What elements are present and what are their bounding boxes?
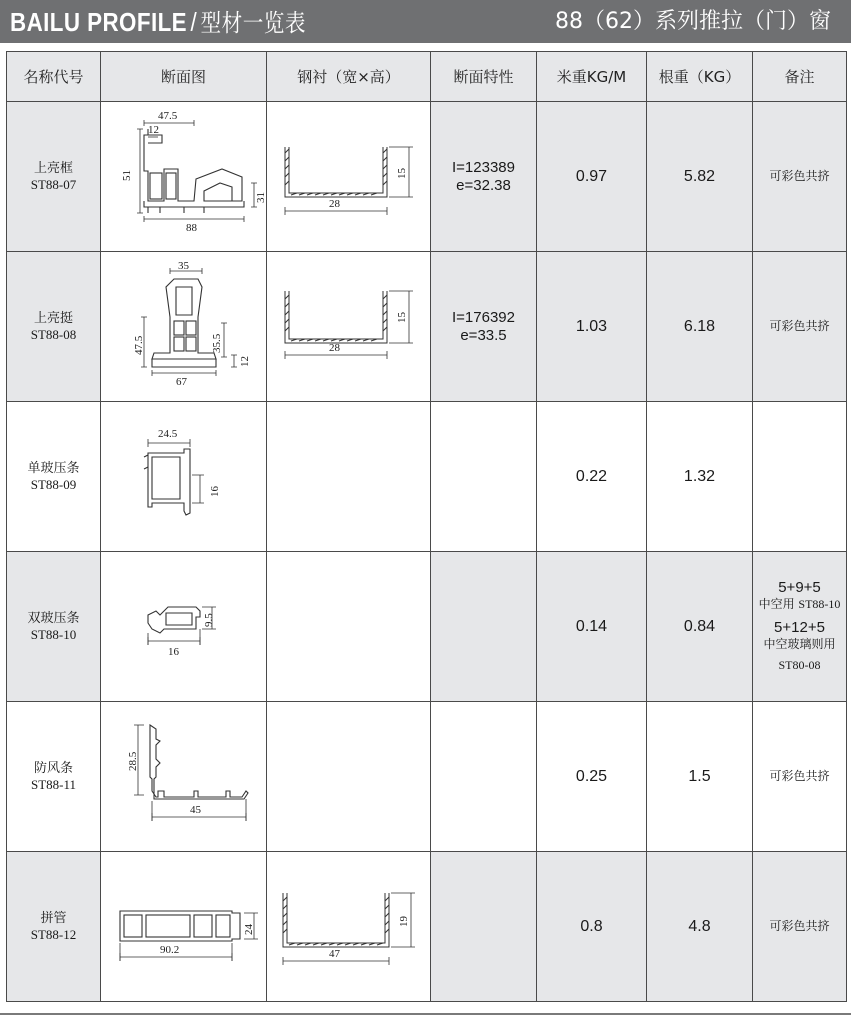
section-drawing-cell	[101, 702, 267, 852]
steel-lining-cell	[267, 402, 431, 552]
col-header-piece-weight: 根重（KG）	[647, 52, 753, 102]
table-row	[7, 552, 847, 702]
steel-lining-cell	[267, 702, 431, 852]
steel-lining-cell	[267, 852, 431, 1002]
note-line: 5+9+5	[778, 579, 821, 596]
steel-dim-height: 19	[397, 915, 410, 927]
section-dim-width: 88	[185, 221, 197, 234]
section-dim-height: 47.5	[132, 335, 145, 355]
section-dim-width-top: 47.5	[157, 109, 177, 122]
e-value: e=33.5	[460, 326, 507, 344]
section-drawing-cell	[101, 402, 267, 552]
profile-name: 拼管	[40, 910, 67, 926]
piece-weight-cell: 5.82	[647, 102, 753, 252]
e-value: e=32.38	[456, 176, 511, 194]
note-cell	[753, 402, 847, 552]
table-row	[7, 102, 847, 252]
name-cell	[7, 552, 101, 702]
section-dim-lip: 12	[238, 355, 251, 367]
note-cell: 可彩色共挤	[753, 702, 847, 852]
catalog-subtitle: 型材一览表	[200, 9, 306, 37]
steel-dim-height: 15	[395, 311, 408, 323]
profile-code: ST88-09	[30, 476, 77, 492]
series-title: 88（62）系列推拉（门）窗	[555, 9, 831, 34]
steel-lining-drawing	[269, 857, 429, 997]
table-row	[7, 702, 847, 852]
steel-lining-drawing	[269, 257, 429, 397]
note-cell: 可彩色共挤	[753, 252, 847, 402]
inertia-value: I=176392	[452, 308, 515, 326]
section-drawing	[104, 857, 264, 997]
section-dim-width: 16	[167, 645, 179, 658]
title-bar	[0, 0, 851, 43]
properties-cell	[431, 702, 537, 852]
note-cell: 可彩色共挤	[753, 102, 847, 252]
section-dim-height: 9.5	[202, 612, 215, 627]
profile-code: ST88-08	[30, 326, 77, 342]
steel-dim-width: 47	[328, 947, 340, 960]
name-cell	[7, 852, 101, 1002]
piece-weight-cell: 0.84	[647, 552, 753, 702]
section-dim-height: 24	[242, 923, 255, 935]
profile-name: 双玻压条	[27, 610, 80, 626]
profile-table	[6, 51, 847, 1002]
profile-code: ST88-10	[30, 626, 77, 642]
note-cell: 可彩色共挤	[753, 852, 847, 1002]
section-dim-lip: 12	[147, 123, 159, 136]
meter-weight-cell: 0.8	[537, 852, 647, 1002]
name-cell	[7, 102, 101, 252]
section-dim-inner: 35.5	[210, 333, 223, 353]
section-dim-width: 45	[189, 803, 201, 816]
table-header-row	[7, 52, 847, 102]
steel-lining-cell	[267, 252, 431, 402]
section-drawing	[104, 257, 264, 397]
steel-dim-height: 15	[395, 167, 408, 179]
section-drawing	[104, 707, 264, 847]
note-line: ST80-08	[778, 658, 821, 672]
meter-weight-cell: 0.25	[537, 702, 647, 852]
piece-weight-cell: 6.18	[647, 252, 753, 402]
section-drawing-cell	[101, 852, 267, 1002]
profile-table-wrap	[6, 51, 846, 1002]
section-drawing-cell	[101, 252, 267, 402]
steel-lining-drawing	[269, 107, 429, 247]
meter-weight-cell: 1.03	[537, 252, 647, 402]
note-text: 中空用	[758, 597, 795, 611]
table-row	[7, 402, 847, 552]
note-line	[753, 596, 846, 613]
brand-title	[10, 4, 306, 41]
section-dim-right: 31	[254, 191, 267, 203]
meter-weight-cell: 0.22	[537, 402, 647, 552]
meter-weight-cell: 0.14	[537, 552, 647, 702]
col-header-meter-weight: 米重KG/M	[537, 52, 647, 102]
profile-code: ST88-11	[30, 776, 77, 792]
inertia-value: I=123389	[452, 158, 515, 176]
piece-weight-cell: 1.32	[647, 402, 753, 552]
table-row	[7, 852, 847, 1002]
section-drawing-cell	[101, 552, 267, 702]
properties-cell	[431, 252, 537, 402]
section-dim-height: 16	[208, 485, 221, 497]
brand-name: BAILU PROFILE	[10, 7, 188, 37]
section-dim-height: 51	[120, 169, 133, 181]
profile-name: 上亮挺	[33, 310, 73, 326]
section-dim-width: 67	[175, 375, 187, 388]
section-dim-width: 90.2	[159, 943, 179, 956]
steel-dim-width: 28	[328, 197, 340, 210]
name-cell	[7, 252, 101, 402]
table-row	[7, 252, 847, 402]
steel-lining-cell	[267, 552, 431, 702]
profile-name: 上亮框	[33, 160, 73, 176]
section-drawing	[104, 107, 267, 247]
section-drawing	[104, 557, 264, 697]
piece-weight-cell: 1.5	[647, 702, 753, 852]
note-line: 中空玻璃则用	[763, 637, 836, 651]
properties-cell	[431, 852, 537, 1002]
col-header-name: 名称代号	[7, 52, 101, 102]
meter-weight-cell: 0.97	[537, 102, 647, 252]
section-dim-height: 28.5	[126, 751, 139, 771]
section-drawing-cell	[101, 102, 267, 252]
properties-cell	[431, 402, 537, 552]
piece-weight-cell: 4.8	[647, 852, 753, 1002]
bottom-rule	[0, 1013, 851, 1015]
profile-code: ST88-07	[30, 176, 77, 192]
properties-cell	[431, 102, 537, 252]
note-cell	[753, 552, 847, 702]
col-header-notes: 备注	[753, 52, 847, 102]
profile-name: 单玻压条	[27, 460, 80, 476]
note-code: ST88-10	[798, 597, 841, 611]
col-header-properties: 断面特性	[431, 52, 537, 102]
section-dim-width: 24.5	[157, 427, 177, 440]
note-line: 5+12+5	[774, 619, 825, 636]
name-cell	[7, 702, 101, 852]
properties-cell	[431, 552, 537, 702]
col-header-steel: 钢衬（宽×高）	[267, 52, 431, 102]
profile-name: 防风条	[33, 760, 73, 776]
steel-lining-cell	[267, 102, 431, 252]
title-separator: /	[190, 7, 198, 37]
name-cell	[7, 402, 101, 552]
steel-dim-width: 28	[328, 341, 340, 354]
profile-code: ST88-12	[30, 926, 77, 942]
col-header-section: 断面图	[101, 52, 267, 102]
section-dim-top: 35	[177, 259, 189, 272]
section-drawing	[104, 407, 264, 547]
